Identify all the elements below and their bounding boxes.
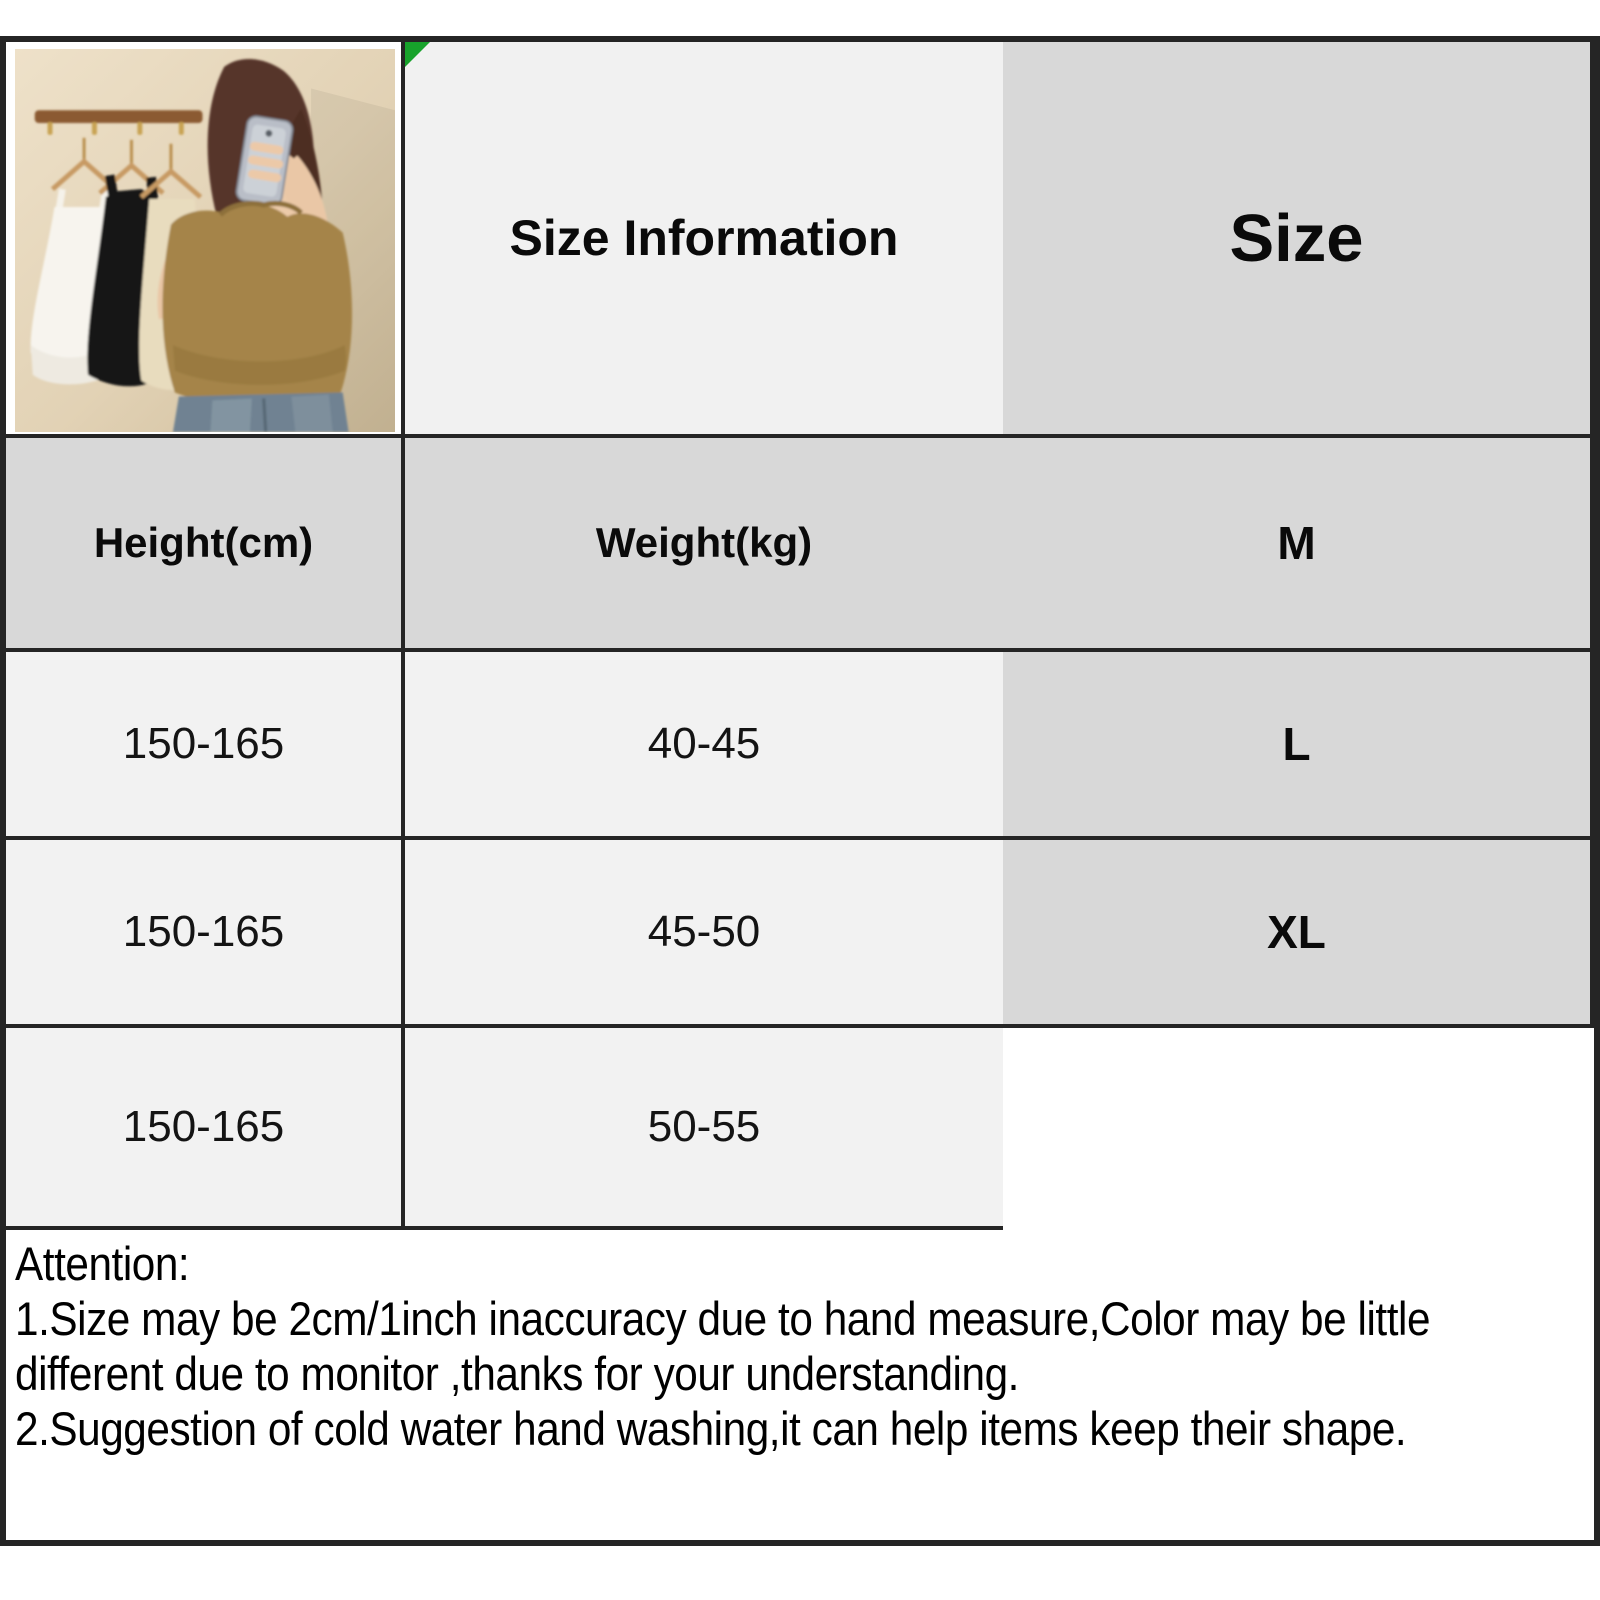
weight-value-l: 45-50 — [405, 840, 1003, 1028]
weight-value-m: 40-45 — [405, 652, 1003, 840]
khaki-ruffle-top — [163, 203, 353, 405]
column-header-weight: Weight(kg) — [405, 438, 1003, 652]
attention-note-1-line-2: different due to monitor ,thanks for your understanding. — [15, 1347, 1019, 1400]
row-label-m: M — [1003, 438, 1594, 652]
size-chart-sheet — [0, 36, 1600, 1546]
column-header-size: Size — [1003, 42, 1594, 438]
row-label-xl: XL — [1003, 840, 1594, 1028]
column-header-height: Height(cm) — [6, 438, 405, 652]
size-information-title-cell — [405, 42, 1003, 438]
attention-notes — [6, 1230, 1594, 1540]
product-photo — [15, 49, 395, 432]
attention-note-1-line-1: 1.Size may be 2cm/1inch inaccuracy due to hand measure,Color may be little — [15, 1292, 1431, 1345]
height-value-xl: 150-165 — [6, 1028, 405, 1230]
row-label-l: L — [1003, 652, 1594, 840]
corner-marker-icon — [405, 42, 430, 67]
jeans — [173, 393, 349, 432]
page-title: Size Information — [509, 210, 899, 266]
product-photo-cell — [6, 42, 405, 438]
attention-note-2: 2.Suggestion of cold water hand washing,it can help items keep their shape. — [15, 1402, 1407, 1455]
height-value-m: 150-165 — [6, 652, 405, 840]
attention-heading: Attention: — [15, 1237, 190, 1290]
weight-value-xl: 50-55 — [405, 1028, 1003, 1230]
height-value-l: 150-165 — [6, 840, 405, 1028]
